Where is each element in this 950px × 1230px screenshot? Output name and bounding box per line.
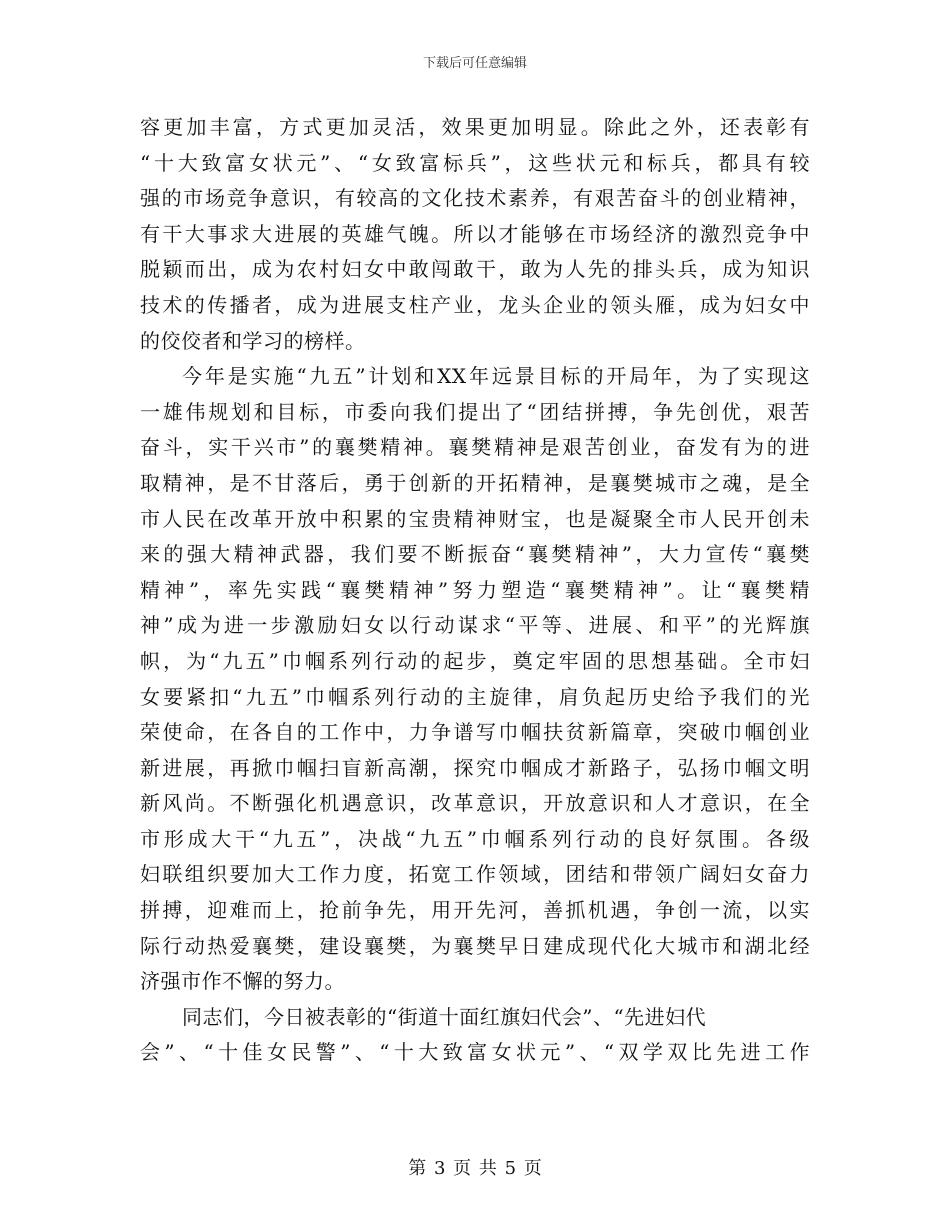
text-line: 荣使命，在各自的工作中，力争谱写巾帼扶贫新篇章，突破巾帼创业 — [140, 720, 810, 745]
text-line: 妇联组织要加大工作力度，拓宽工作领域，团结和带领广阔妇女奋力 — [140, 862, 810, 887]
text-line: 精神”，率先实践“襄樊精神”努力塑造“襄樊精神”。让“襄樊精 — [140, 577, 810, 602]
text-line: 市人民在改革开放中积累的宝贵精神财宝，也是凝聚全市人民开创未 — [140, 506, 810, 531]
text-line: 一雄伟规划和目标，市委向我们提出了“团结拼搏，争先创优，艰苦 — [140, 399, 810, 424]
text-line: 济强市作不懈的努力。 — [140, 969, 345, 994]
text-line: 取精神，是不甘落后，勇于创新的开拓精神，是襄樊城市之魂，是全 — [140, 470, 810, 495]
text-line: 新进展，再掀巾帼扫盲新高潮，探究巾帼成才新路子，弘扬巾帼文明 — [140, 755, 810, 780]
text-line: 强的市场竞争意识，有较高的文化技术素养，有艰苦奋斗的创业精神， — [140, 186, 810, 211]
text-line: 拼搏，迎难而上，抢前争先，用开先河，善抓机遇，争创一流，以实 — [140, 898, 810, 923]
page-header: 下载后可任意编辑 — [422, 56, 527, 71]
text-line: 神”成为进一步激励妇女以行动谋求“平等、进展、和平”的光辉旗 — [140, 613, 810, 638]
text-line: 奋斗，实干兴市”的襄樊精神。襄樊精神是艰苦创业，奋发有为的进 — [140, 435, 810, 460]
text-line: 市形成大干“九五”，决战“九五”巾帼系列行动的良好氛围。各级 — [140, 826, 810, 851]
text-line: 帜，为“九五”巾帼系列行动的起步，奠定牢固的思想基础。全市妇 — [140, 648, 810, 673]
text-line: 脱颖而出，成为农村妇女中敢闯敢干，敢为人先的排头兵，成为知识 — [140, 257, 810, 282]
text-line: 技术的传播者，成为进展支柱产业，龙头企业的领头雁，成为妇女中 — [140, 292, 810, 317]
text-line: 的佼佼者和学习的榜样。 — [140, 328, 366, 353]
text-line: 来的强大精神武器，我们要不断振奋“襄樊精神”，大力宣传“襄樊 — [140, 542, 810, 567]
text-line: 际行动热爱襄樊，建设襄樊，为襄樊早日建成现代化大城市和湖北经 — [140, 933, 810, 958]
text-line: 女要紧扣“九五”巾帼系列行动的主旋律，肩负起历史给予我们的光 — [140, 684, 810, 709]
paragraph-first-line: 今年是实施“九五”计划和XX年远景目标的开局年，为了实现这 — [182, 364, 810, 389]
text-line: 会”、“十佳女民警”、“十大致富女状元”、“双学双比先进工作 — [140, 1040, 810, 1065]
text-line: 容更加丰富，方式更加灵活，效果更加明显。除此之外，还表彰有 — [140, 115, 810, 139]
page-number-footer: 第 3 页 共 5 页 — [408, 1158, 542, 1179]
document-body — [140, 110, 810, 1071]
text-line: 有干大事求大进展的英雄气魄。所以才能够在市场经济的激烈竞争中 — [140, 221, 810, 246]
text-line: “十大致富女状元”、“女致富标兵”，这些状元和标兵，都具有较 — [140, 150, 810, 175]
paragraph-first-line: 同志们，今日被表彰的“街道十面红旗妇代会”、“先进妇代 — [182, 1004, 707, 1029]
text-line: 新风尚。不断强化机遇意识，改革意识，开放意识和人才意识，在全 — [140, 791, 810, 816]
